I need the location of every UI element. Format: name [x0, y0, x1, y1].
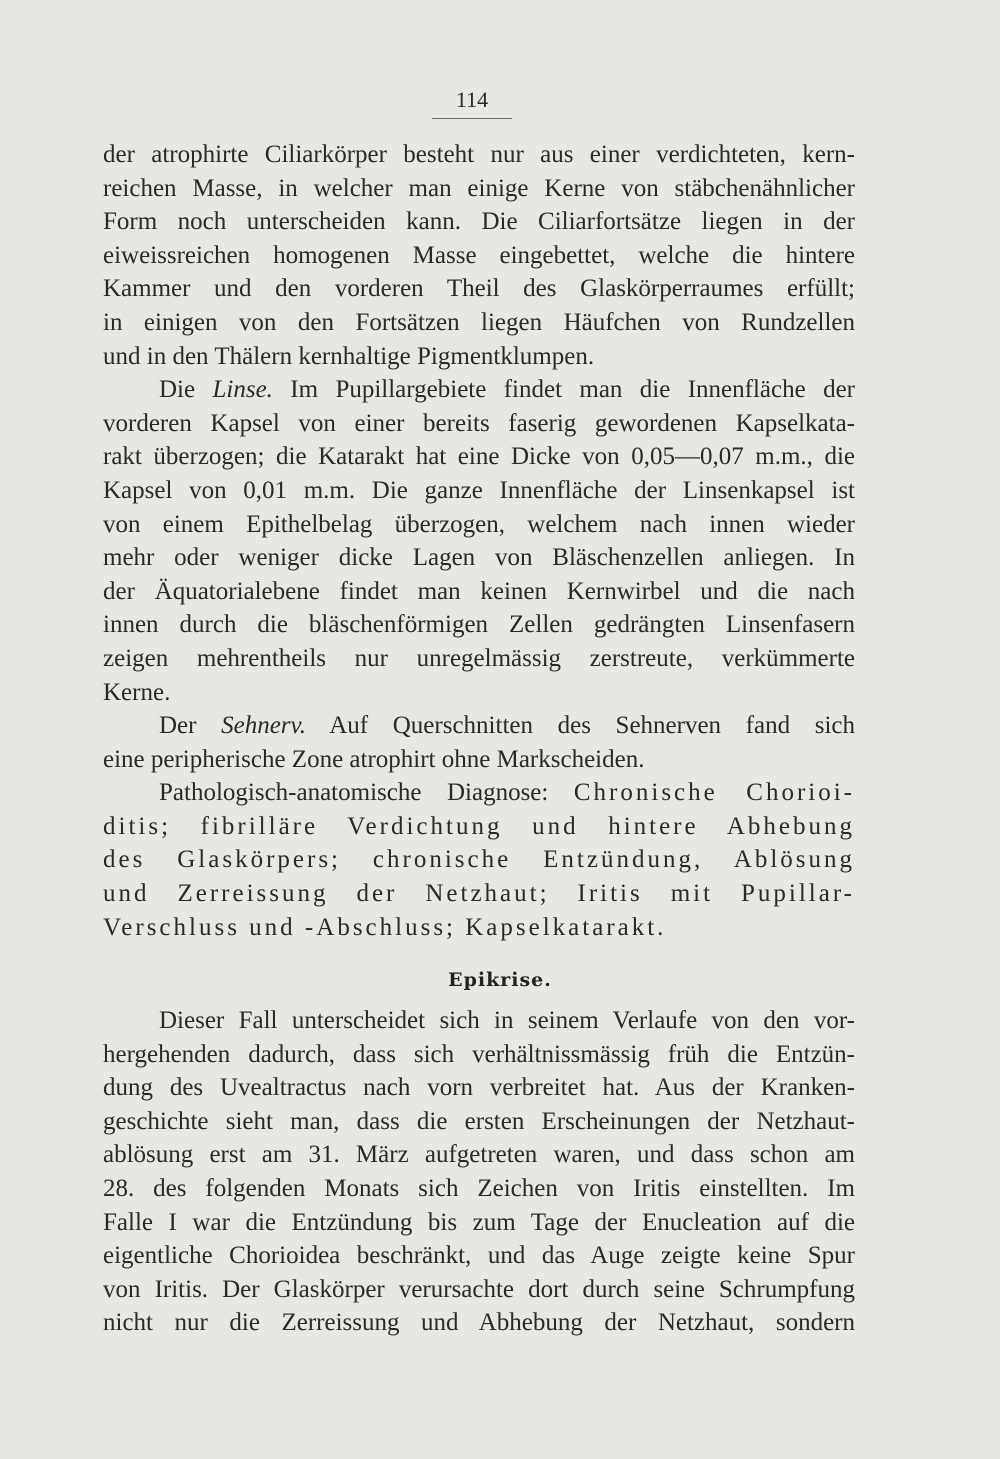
diagnosis-spaced-text: Chronische Chorioi- — [573, 779, 855, 807]
paragraph-linse-first-line — [103, 373, 855, 407]
text-line: der atrophirte Ciliarkörper besteht nur aus einer verdichteten, kern- — [103, 141, 855, 168]
text-run: Im Pupillargebiete findet man die Innenfläche der — [272, 376, 855, 404]
section-term-linse: Linse. — [212, 376, 273, 404]
diagnosis-line: und Zerreissung der Netzhaut; Iritis mit Pupillar- — [103, 880, 855, 908]
text-line: von einem Epithelbelag überzogen, welchem nach innen wieder — [103, 510, 855, 538]
text-line: und in den Thälern kernhaltige Pigmentklumpen. — [103, 342, 595, 370]
section-heading-epikrise: Epikrise. — [448, 969, 552, 991]
text-line: 28. des folgenden Monats sich Zeichen von Iritis einstellten. Im — [103, 1174, 855, 1202]
text-line: Kapsel von 0,01 m.m. Die ganze Innenfläche der Linsenkapsel ist — [103, 476, 855, 504]
text-run: Der — [159, 712, 222, 740]
text-line: hergehenden dadurch, dass sich verhältnissmässig früh die Entzün- — [103, 1040, 855, 1068]
diagnosis-line: Verschluss und -Abschluss; Kapselkatarakt. — [103, 913, 667, 941]
text-line: vorderen Kapsel von einer bereits faserig gewordenen Kapselkata- — [103, 409, 855, 437]
diagnosis-line: ditis; fibrilläre Verdichtung und hintere Abhebung — [103, 812, 855, 840]
text-line: eigentliche Chorioidea beschränkt, und das Auge zeigte keine Spur — [103, 1242, 855, 1270]
body-text-top — [103, 138, 855, 944]
text-line: dung des Uvealtractus nach vorn verbreitet hat. Aus der Kranken- — [103, 1074, 855, 1102]
text-line: nicht nur die Zerreissung und Abhebung der Netzhaut, sondern — [103, 1309, 855, 1337]
paragraph-sehnerv-first-line — [103, 709, 855, 743]
page-number: 114 — [432, 86, 512, 119]
text-line: innen durch die bläschenförmigen Zellen gedrängten Linsenfasern — [103, 611, 855, 639]
text-line: Kammer und den vorderen Theil des Glaskörperraumes erfüllt; — [103, 275, 855, 303]
body-text-bottom — [103, 1004, 855, 1340]
text-line: der Äquatorialebene findet man keinen Kernwirbel und die nach — [103, 577, 855, 605]
text-line: in einigen von den Fortsätzen liegen Häufchen von Rundzellen — [103, 308, 855, 336]
text-line: rakt überzogen; die Katarakt hat eine Dicke von 0,05—0,07 m.m., die — [103, 443, 855, 471]
text-line: reichen Masse, in welcher man einige Kerne von stäbchenähnlicher — [103, 174, 855, 202]
text-line: Form noch unterscheiden kann. Die Ciliarfortsätze liegen in der — [103, 208, 855, 236]
text-run: Die — [159, 376, 213, 404]
diagnosis-first-line — [103, 776, 855, 810]
text-line: mehr oder weniger dicke Lagen von Bläschenzellen anliegen. In — [103, 544, 855, 572]
text-line: ablösung erst am 31. März aufgetreten waren, und dass schon am — [103, 1141, 855, 1169]
text-line: eine peripherische Zone atrophirt ohne Markscheiden. — [103, 745, 645, 773]
text-line: eiweissreichen homogenen Masse eingebettet, welche die hintere — [103, 241, 855, 269]
text-line: geschichte sieht man, dass die ersten Erscheinungen der Netzhaut- — [103, 1107, 855, 1135]
text-line: Kerne. — [103, 678, 171, 706]
section-term-sehnerv: Sehnerv. — [221, 712, 307, 740]
text-line: zeigen mehrentheils nur unregelmässig zerstreute, verkümmerte — [103, 644, 855, 672]
diagnosis-line: des Glaskörpers; chronische Entzündung, Ablösung — [103, 846, 855, 874]
text-run: Pathologisch-anatomische Diagnose: — [159, 779, 574, 807]
text-line: Falle I war die Entzündung bis zum Tage der Enucleation auf die — [103, 1208, 855, 1236]
text-run: Auf Querschnitten des Sehnerven fand sich — [306, 712, 855, 740]
text-line: von Iritis. Der Glaskörper verursachte dort durch seine Schrumpfung — [103, 1275, 855, 1303]
text-line: Dieser Fall unterscheidet sich in seinem Verlaufe von den vor- — [159, 1007, 855, 1034]
